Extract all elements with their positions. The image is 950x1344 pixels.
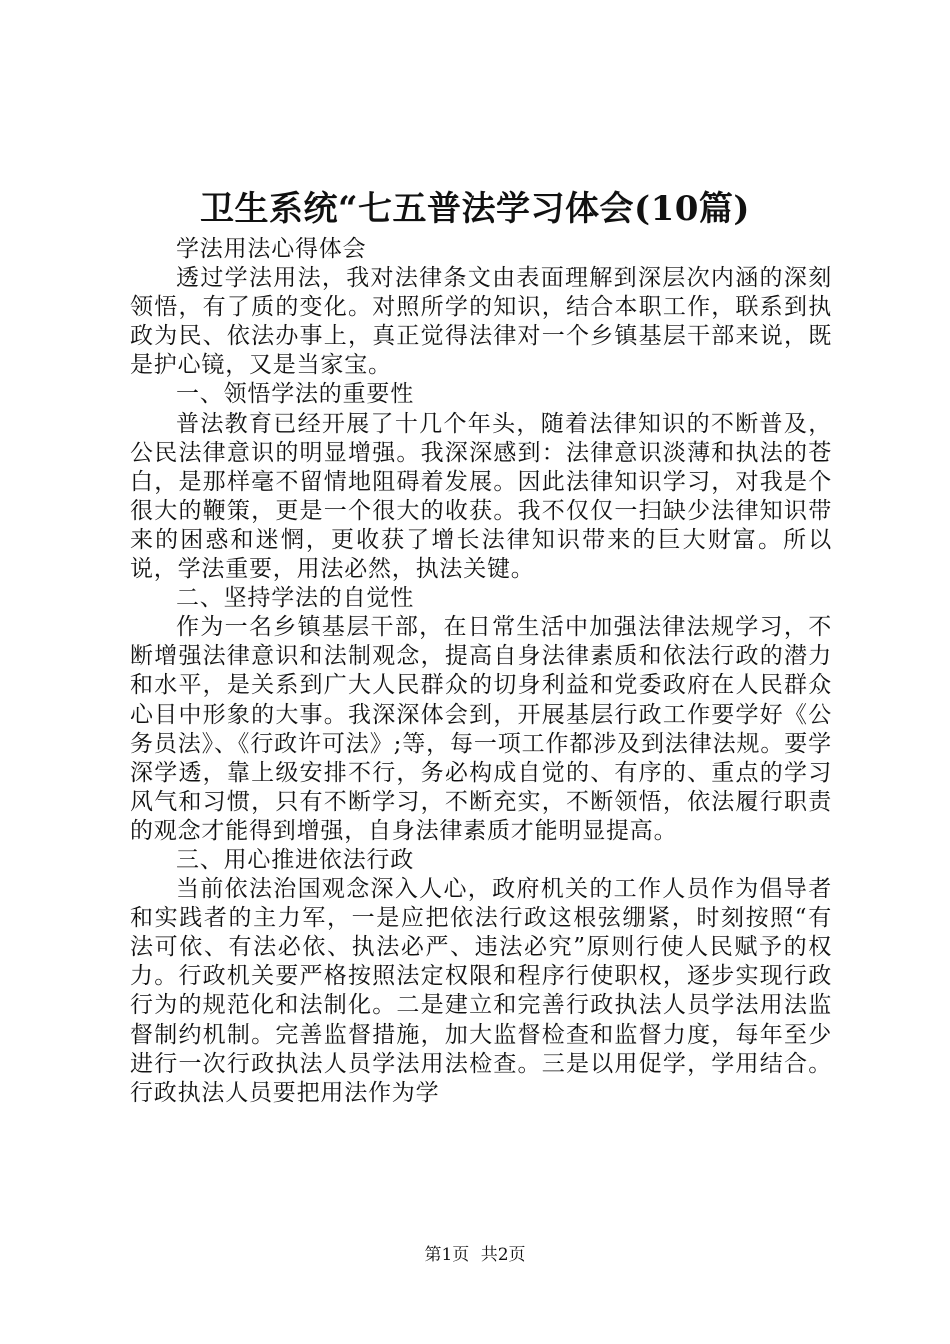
paragraph-section-2: 作为一名乡镇基层干部，在日常生活中加强法律法规学习，不断增强法律意识和法制观念，提高自身法律素质和依法行政的潜力和水平，是关系到广大人民群众的切身利益和党委政府在人民群众心目中形象的大事。我深深体会到，开展基层行政工作要学好《公务员法》、《行政许可法》;等，每一项工作都涉及到法律法规。要学深学透，靠上级安排不行，务必构成自觉的、有序的、重点的学习风气和习惯，只有不断学习，不断充实，不断领悟，依法履行职责的观念才能得到增强，自身法律素质才能明显提高。 <box>130 614 832 844</box>
document-body <box>130 235 832 1108</box>
page-number: 第1页 <box>424 1245 470 1265</box>
page-footer <box>0 1243 950 1267</box>
section-heading-1: 一、领悟学法的重要性 <box>176 381 414 408</box>
page-total: 共2页 <box>480 1245 526 1265</box>
document-title: 卫生系统“七五普法学习体会(10篇) <box>199 189 751 229</box>
section-heading-3: 三、用心推进依法行政 <box>176 846 414 873</box>
paragraph-subtitle: 学法用法心得体会 <box>176 236 367 262</box>
paragraph-section-3: 当前依法治国观念深入人心，政府机关的工作人员作为倡导者和实践者的主力军，一是应把依法行政这根弦绷紧，时刻按照“有法可依、有法必依、执法必严、违法必究”原则行使人民赋予的权力。行政机关要严格按照法定权限和程序行使职权，逐步实现行政行为的规范化和法制化。二是建立和完善行政执法人员学法用法监督制约机制。完善监督措施，加大监督检查和监督力度，每年至少进行一次行政执法人员学法用法检查。三是以用促学，学用结合。行政执法人员要把用法作为学 <box>130 876 832 1106</box>
paragraph-intro: 透过学法用法，我对法律条文由表面理解到深层次内涵的深刻领悟，有了质的变化。对照所学的知识，结合本职工作，联系到执政为民、依法办事上，真正觉得法律对一个乡镇基层干部来说，既是护心镜，又是当家宝。 <box>130 265 832 379</box>
paragraph-section-1: 普法教育已经开展了十几个年头，随着法律知识的不断普及，公民法律意识的明显增强。我深深感到：法律意识淡薄和执法的苍白，是那样毫不留情地阻碍着发展。因此法律知识学习，对我是个很大的鞭策，更是一个很大的收获。我不仅仅一扫缺少法律知识带来的困惑和迷惘，更收获了增长法律知识带来的巨大财富。所以说，学法重要，用法必然，执法关键。 <box>130 410 832 583</box>
section-heading-2: 二、坚持学法的自觉性 <box>176 585 414 612</box>
